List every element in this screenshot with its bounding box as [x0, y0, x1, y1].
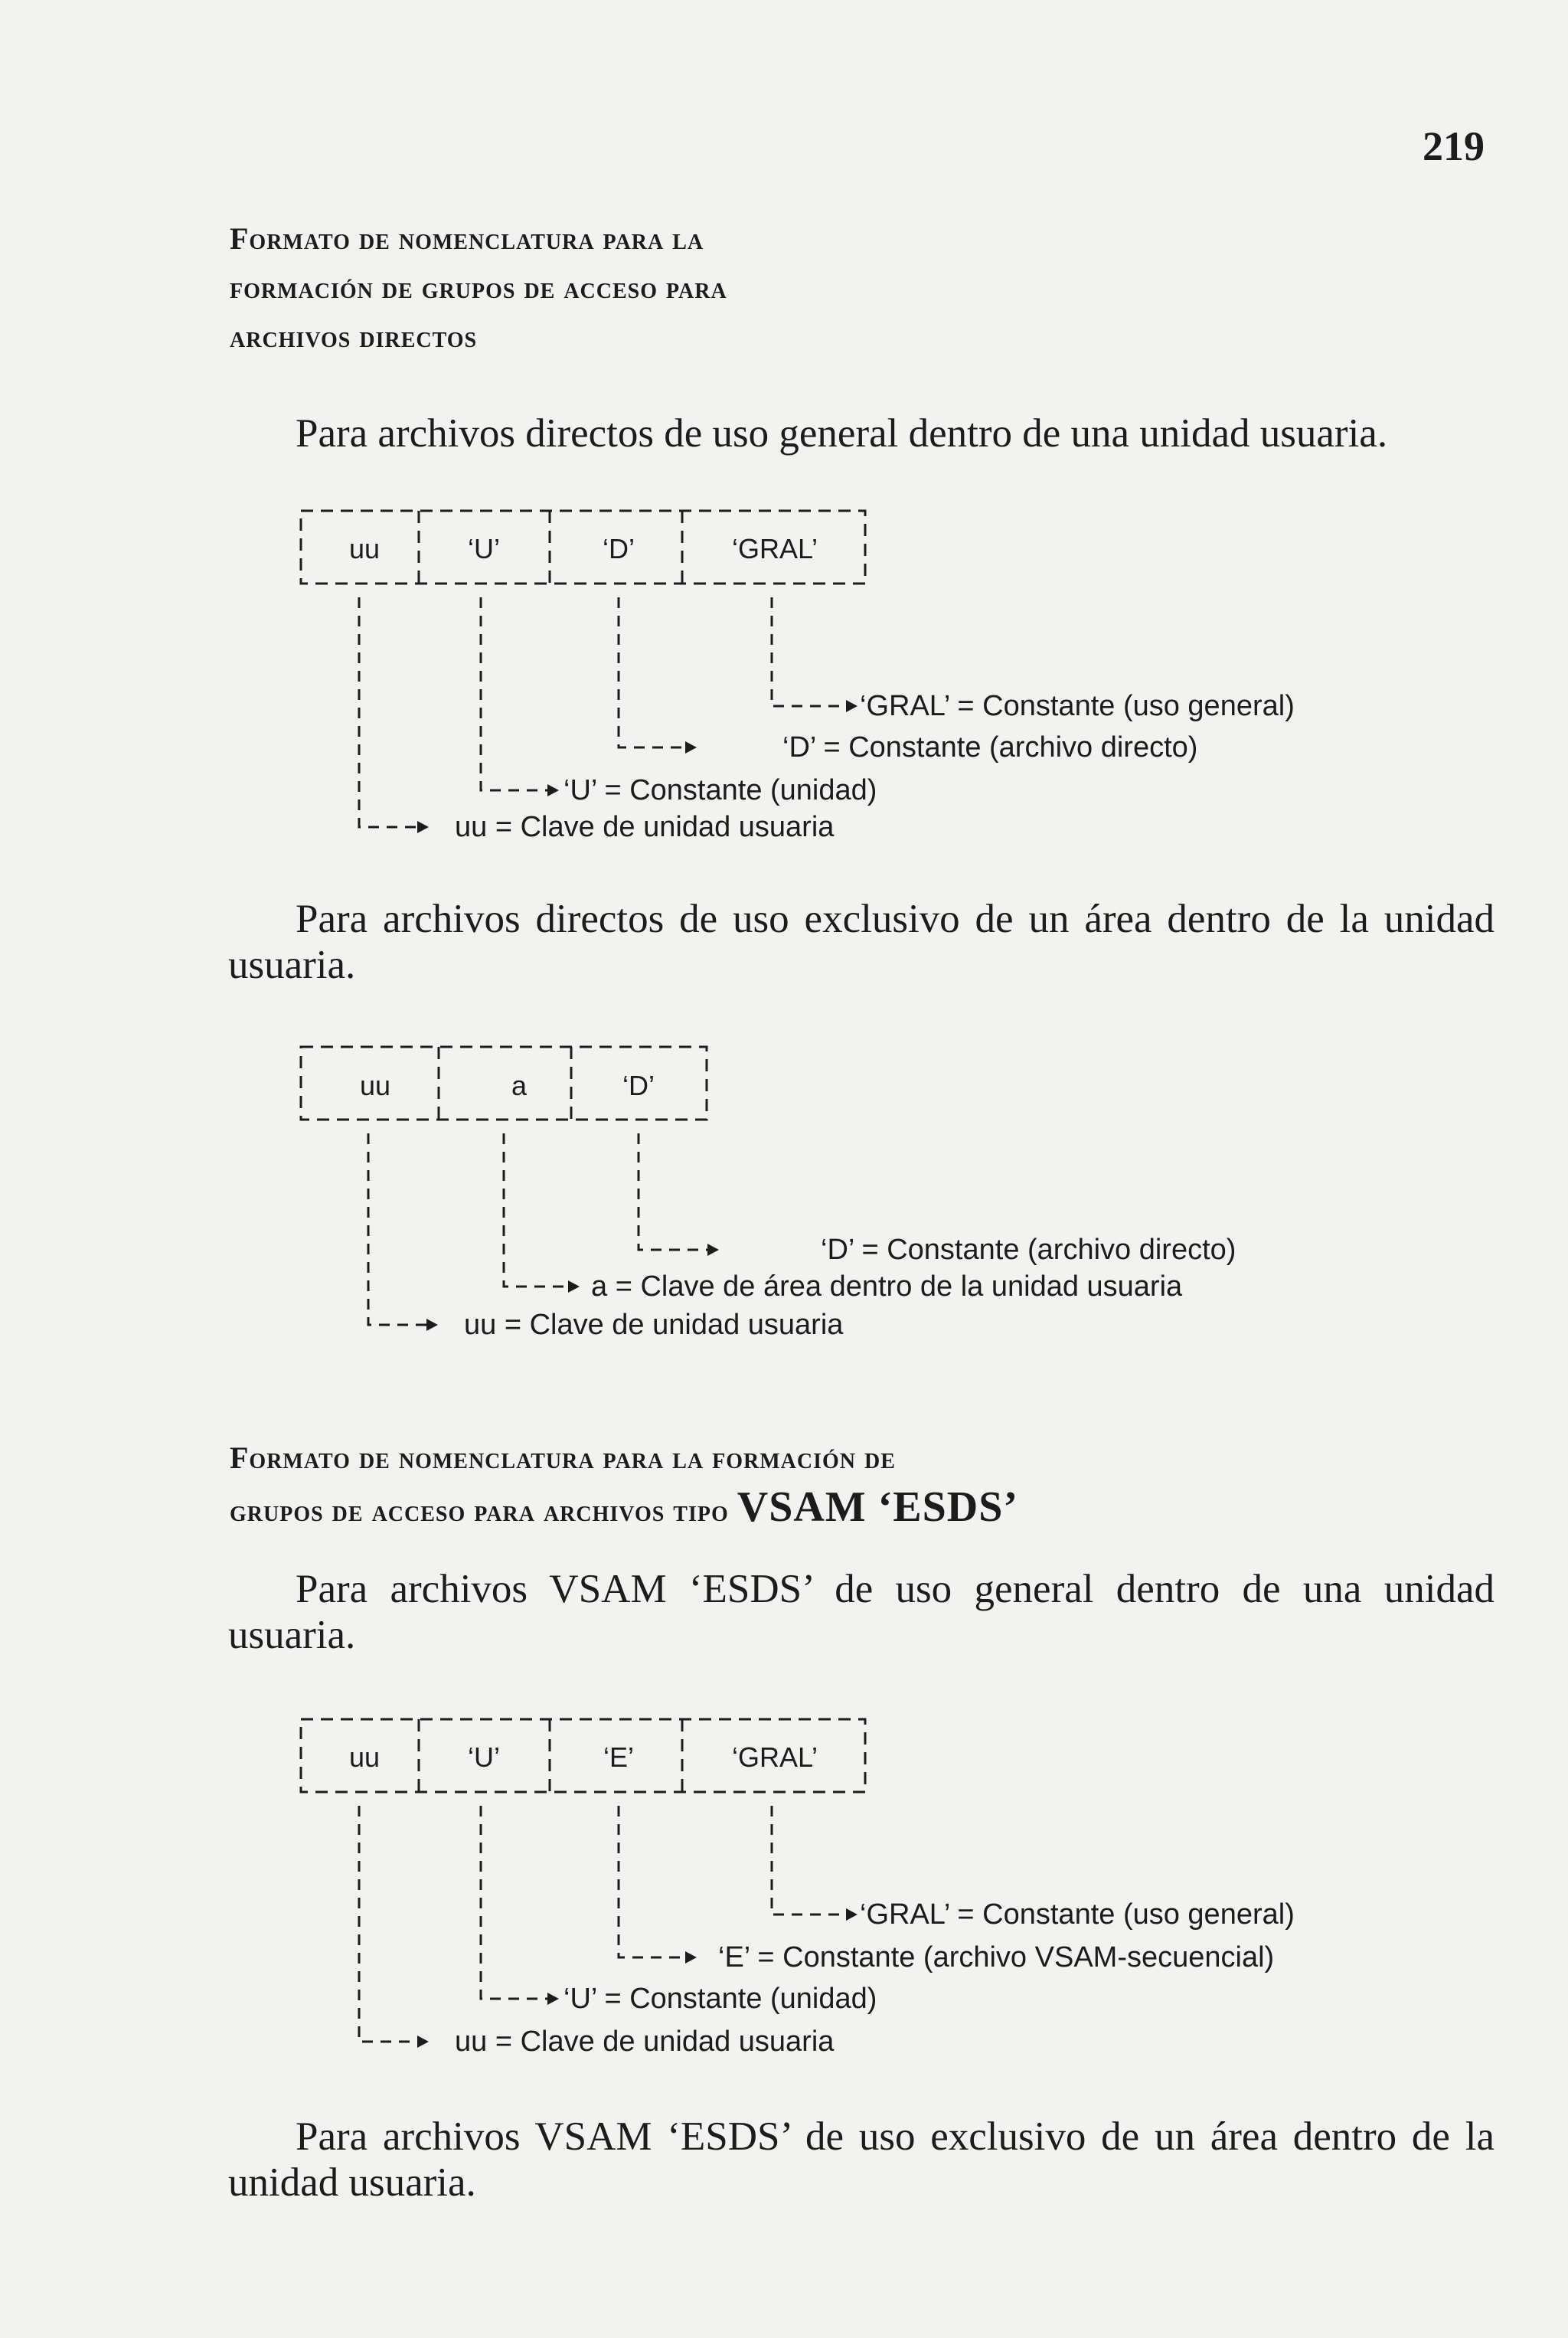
- cell-gral: ‘GRAL’: [731, 1741, 818, 1773]
- legend-d: ‘D’ = Constante (archivo directo): [782, 731, 1198, 764]
- page-number: 219: [1423, 123, 1485, 169]
- legend-uu: uu = Clave de unidad usuaria: [464, 1309, 844, 1341]
- legend-e: ‘E’ = Constante (archivo VSAM-secuencial): [718, 1941, 1275, 1973]
- cell-e: ‘E’: [603, 1741, 635, 1773]
- cell-a: a: [511, 1070, 528, 1101]
- heading-line-small: grupos de acceso para archivos tipo: [230, 1493, 729, 1528]
- heading-line: archivos directos: [230, 319, 478, 354]
- cell-uu: uu: [348, 533, 381, 564]
- legend-u: ‘U’ = Constante (unidad): [564, 774, 877, 806]
- legend-uu: uu = Clave de unidad usuaria: [455, 2026, 835, 2058]
- cell-uu: uu: [359, 1070, 391, 1101]
- heading-line: Formato de nomenclatura para la formación de: [230, 1440, 896, 1475]
- heading-line: [230, 1483, 1018, 1535]
- legend-d: ‘D’ = Constante (archivo directo): [821, 1234, 1236, 1266]
- legend-a: a = Clave de área dentro de la unidad usuaria: [591, 1270, 1183, 1303]
- cell-d: ‘D’: [603, 533, 635, 564]
- diagram-direct-general: [0, 498, 1568, 850]
- heading-line: formación de grupos de acceso para: [230, 270, 727, 305]
- cell-u: ‘U’: [468, 533, 500, 564]
- paragraph-vsam-exclusive: Para archivos VSAM ‘ESDS’ de uso exclusivo de un área dentro de la unidad usuaria.: [228, 2114, 1494, 2205]
- section-heading-direct-files: [230, 214, 727, 361]
- paragraph-exclusive-area: Para archivos directos de uso exclusivo de un área dentro de la unidad usuaria.: [228, 897, 1494, 987]
- heading-line: Formato de nomenclatura para la: [230, 221, 704, 256]
- cell-gral: ‘GRAL’: [731, 533, 818, 564]
- cell-uu: uu: [348, 1741, 381, 1773]
- paragraph-general-use: Para archivos directos de uso general dentro de una unidad usuaria.: [296, 411, 1388, 456]
- legend-gral: ‘GRAL’ = Constante (uso general): [860, 1898, 1295, 1931]
- paragraph-vsam-general: Para archivos VSAM ‘ESDS’ de uso general dentro de una unidad usuaria.: [228, 1567, 1494, 1657]
- heading-line-big: VSAM ‘ESDS’: [737, 1483, 1019, 1531]
- diagram-direct-area: [0, 1034, 1568, 1355]
- cell-u: ‘U’: [468, 1741, 500, 1773]
- legend-uu: uu = Clave de unidad usuaria: [455, 811, 835, 843]
- section-heading-vsam-esds: [230, 1434, 1018, 1535]
- legend-u: ‘U’ = Constante (unidad): [564, 1983, 877, 2015]
- legend-gral: ‘GRAL’ = Constante (uso general): [860, 690, 1295, 722]
- cell-d: ‘D’: [622, 1070, 655, 1101]
- diagram-vsam-general: [0, 1706, 1568, 2058]
